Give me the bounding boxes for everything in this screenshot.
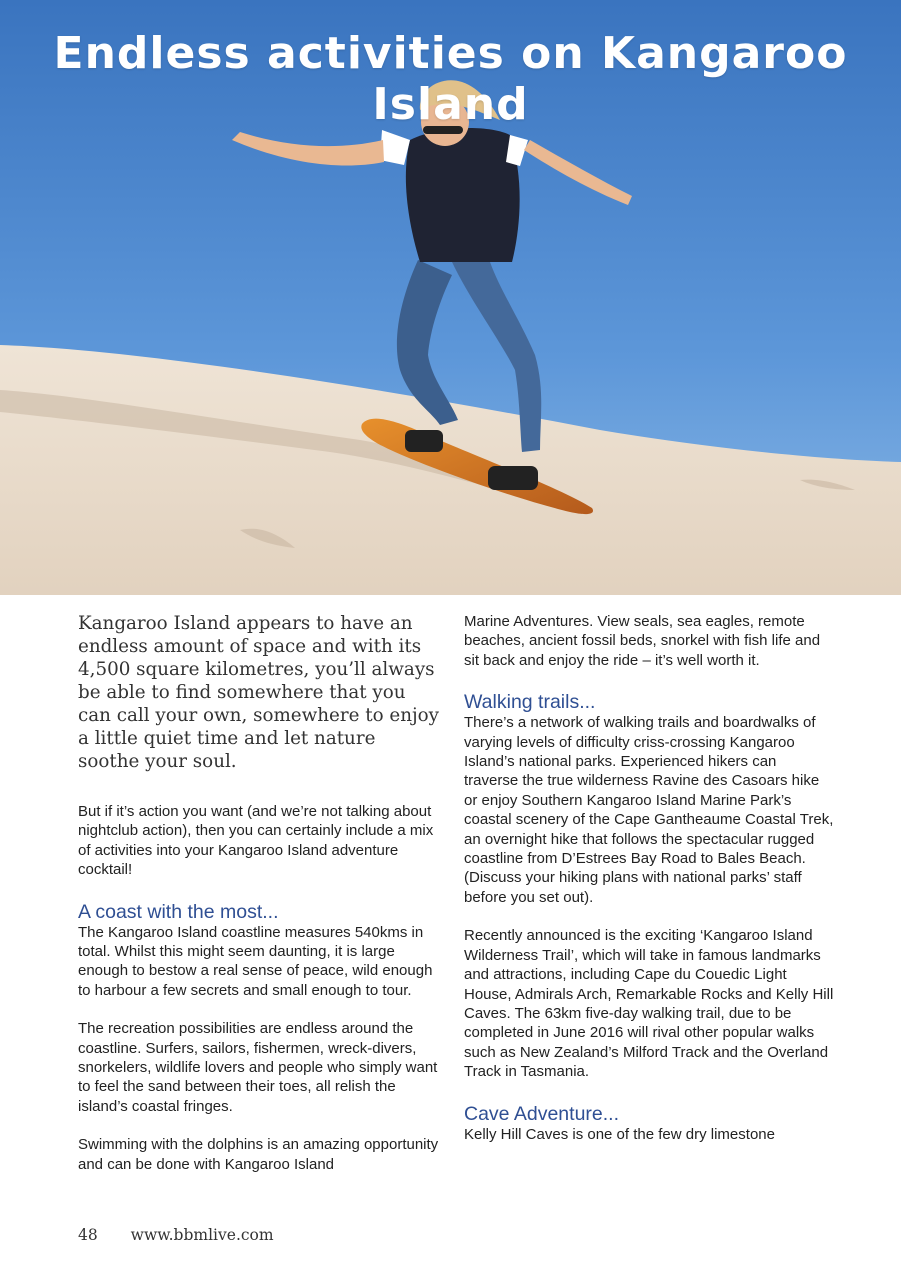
- hero-photo: [0, 0, 901, 595]
- website-link[interactable]: www.bbmlive.com: [130, 1226, 274, 1244]
- walking-paragraph-1: There’s a network of walking trails and boardwalks of varying levels of difficulty criss-crossing Kangaroo Island’s national parks. Experienced hikers can traverse the true wilderness Ravine des Casoars hike or enjoy Southern Kangaroo Island Marine Park’s coastal scenery of the Cape Gantheaume Coastal Trek, an overnight hike that follows the spectacular rugged coastline from D’Estrees Bay Road to Bales Beach. (Discuss your hiking plans with national parks’ staff before you set out).: [464, 714, 834, 906]
- cave-paragraph-1: Kelly Hill Caves is one of the few dry limestone: [464, 1125, 775, 1143]
- right-column: [464, 612, 834, 1163]
- coast-paragraph-1: The Kangaroo Island coastline measures 540kms in total. Whilst this might seem daunting, it is large enough to bestow a real sense of peace, wild enough to harbour a few secrets and small enough to tour.: [78, 923, 433, 999]
- coast-paragraph-3: Swimming with the dolphins is an amazing opportunity and can be done with Kangaroo Island: [78, 1136, 439, 1173]
- walking-heading: Walking trails...: [464, 691, 596, 714]
- coast-paragraph-3-continued: Marine Adventures. View seals, sea eagles, remote beaches, ancient fossil beds, snorkel with fish life and sit back and enjoy the ride – it’s well worth it.: [464, 613, 821, 669]
- page-title: Endless activities on Kangaroo Island: [53, 28, 848, 130]
- cave-heading: Cave Adventure...: [464, 1102, 620, 1125]
- coast-paragraph-2: The recreation possibilities are endless around the coastline. Surfers, sailors, fishermen, wreck-divers, snorkelers, wildlife lovers and people who simply want to feel the sand between their toes, all relish the island’s coastal fringes.: [78, 1020, 438, 1115]
- walking-paragraph-2: Recently announced is the exciting ‘Kangaroo Island Wilderness Trail’, which will take in famous landmarks and attractions, including Cape du Couedic Light House, Admirals Arch, Remarkable Rocks and Kelly Hill Caves. The 63km five-day walking trail, due to be completed in June 2016 will rival other popular walks such as New Zealand’s Milford Track and the Overland Track in Tasmania.: [464, 927, 834, 1081]
- page-footer: [78, 1226, 274, 1244]
- page-number: 48: [78, 1226, 98, 1244]
- action-paragraph: But if it’s action you want (and we’re not talking about nightclub action), then you can certainly include a mix of activities into your Kangaroo Island adventure cocktail!: [78, 803, 434, 879]
- intro-paragraph: Kangaroo Island appears to have an endless amount of space and with its 4,500 square kilometres, you’ll always be able to find somewhere that you can call your own, somewhere to enjoy a little quiet time and let nature soothe your soul.: [78, 613, 439, 772]
- left-column: [78, 612, 440, 1193]
- coast-heading: A coast with the most...: [78, 900, 279, 923]
